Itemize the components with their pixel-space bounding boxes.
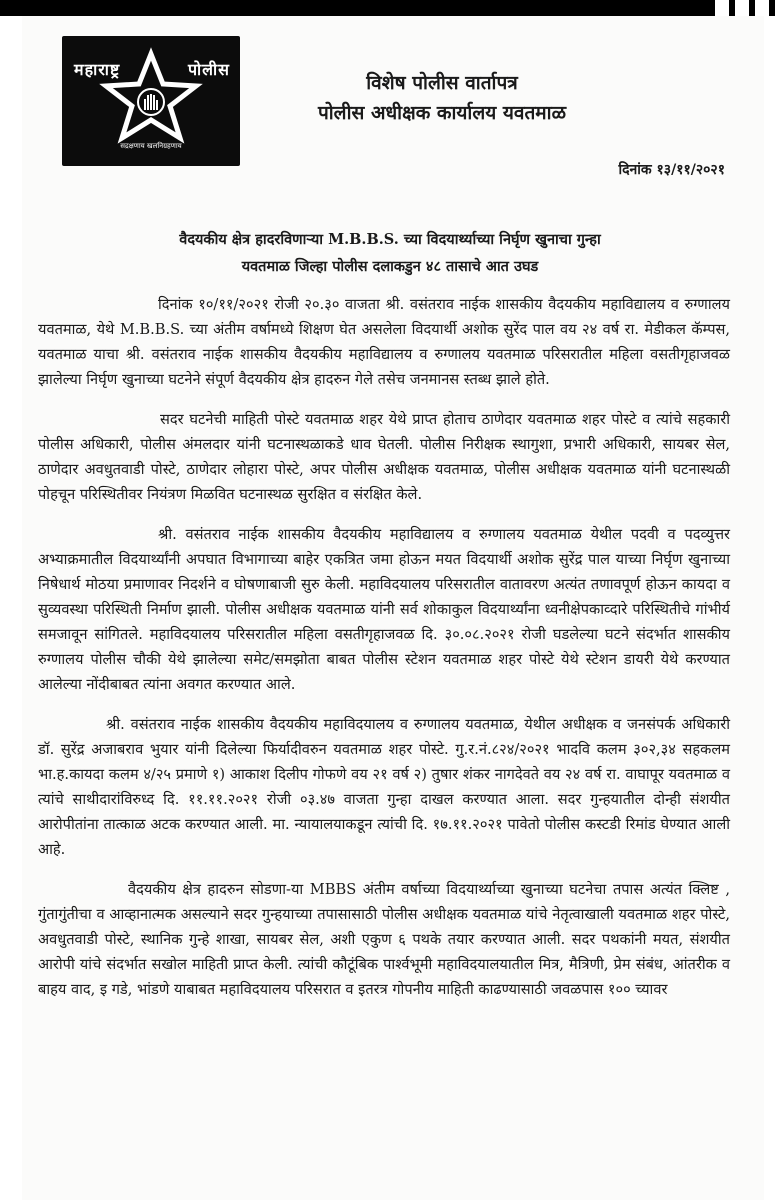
logo-text-left: महाराष्ट्र	[74, 60, 121, 79]
subject-line-1: वैदयकीय क्षेत्र हादरविणाऱ्या M.B.B.S. च्या विदयार्थ्याच्या निर्घृण खुनाचा गुन्हा	[179, 231, 601, 248]
logo-text-right: पोलीस	[187, 60, 230, 79]
status-stripes	[715, 0, 769, 16]
logo-motto: सद्रक्षणाय खलनिग्रहणाय	[120, 142, 182, 150]
paragraph-1: दिनांक १०/११/२०२१ रोजी २०.३० वाजता श्री. वसंतराव नाईक शासकीय वैदयकीय महाविद्यालय व रुग्णालय यवतमाळ, येथे M.B.B.S. च्या अंतीम वर्षामध्ये शिक्षण घेत असलेला विदयार्थी अशोक सुरेंद पाल वय २४ वर्ष रा. मेडीकल कॅम्पस, यवतमाळ याचा श्री. वसंतराव नाईक शासकीय वैदयकीय महाविद्यालय व रुग्णालय यवतमाळ परिसरातील महिला वसतीगृहाजवळ झालेल्या निर्घृण खुनाच्या घटनेने संपूर्ण वैदयकीय क्षेत्र हादरुन गेले तसेच जनमानस स्तब्ध झाले होते.	[38, 296, 730, 388]
paragraph-2: सदर घटनेची माहिती पोस्टे यवतमाळ शहर येथे प्राप्त होताच ठाणेदार यवतमाळ शहर पोस्टे व त्यांचे सहकारी पोलीस अधिकारी, पोलीस अंमलदार यांनी घटनास्थळाकडे धाव घेतली. पोलीस निरीक्षक स्थागुशा, प्रभारी अधिकारी, सायबर सेल, ठाणेदार अवधुतवाडी पोस्टे, ठाणेदार लोहारा पोस्टे, अपर पोलीस अधीक्षक यवतमाळ, पोलीस अधीक्षक यवतमाळ यांनी घटनास्थळी पोहचून परिस्थितीवर नियंत्रण मिळवित घटनास्थळ सुरक्षित व संरक्षित केले.	[38, 411, 730, 503]
subject	[110, 226, 670, 280]
paragraph-3: श्री. वसंतराव नाईक शासकीय वैदयकीय महाविद्यालय व रुग्णालय यवतमाळ येथील पदवी व पदव्युत्तर अभ्याक्रमातील विदयार्थ्यांनी अपघात विभागाच्या बाहेर एकत्रित जमा होऊन मयत विदयार्थी अशोक सुरेंद्र पाल याच्या निर्घृण खुनाच्या निषेधार्थ मोठया प्रमाणावर निदर्शने व घोषणाबाजी सुरु केली. महाविदयालय परिसरातील वातावरण अत्यंत तणावपूर्ण होऊन कायदा व सुव्यवस्था परिस्थिती निर्माण झाली. पोलीस अधीक्षक यवतमाळ यांनी सर्व शोकाकुल विदयार्थ्यांना ध्वनीक्षेपकाव्दारे परिस्थितीचे गांभीर्य समजावून सांगितले. महाविदयालय परिसरातील महिला वसतीगृहाजवळ दि. ३०.०८.२०२१ रोजी घडलेल्या घटने संदर्भात शासकीय रुग्णालय पोलीस चौकी येथे झालेल्या समेट/समझोता बाबत पोलीस स्टेशन यवतमाळ शहर पोस्टे येथे स्टेशन डायरी येथे करण्यात आलेल्या नोंदीबाबत त्यांना अवगत करण्यात आले.	[38, 526, 730, 693]
letterhead-title: विशेष पोलीस वार्तापत्र	[366, 72, 518, 94]
paragraph-4: श्री. वसंतराव नाईक शासकीय वैदयकीय महाविदयालय व रुग्णालय यवतमाळ, येथील अधीक्षक व जनसंपर्क अधिकारी डॉ. सुरेंद्र अजाबराव भुयार यांनी दिलेल्या फिर्यादीवरुन यवतमाळ शहर पोस्टे. गु.र.नं.८२४/२०२१ भादवि कलम ३०२,३४ सहकलम भा.ह.कायदा कलम ४/२५ प्रमाणे १) आकाश दिलीप गोफणे वय २१ वर्ष २) तुषार शंकर नागदेवते वय २४ वर्ष रा. वाघापूर यवतमाळ व त्यांचे साथीदारांविरुध्द दि. ११.११.२०२१ रोजी ०३.४७ वाजता गुन्हा दाखल करण्यात आला. सदर गुन्हयातील दोन्ही संशयीत आरोपीतांना तात्काळ अटक करण्यात आली. मा. न्यायालयाकडून त्यांची दि. १७.११.२०२१ पावेतो पोलीस कस्टडी रिमांड घेण्यात आली आहे.	[38, 716, 730, 858]
letterhead-office: पोलीस अधीक्षक कार्यालय यवतमाळ	[317, 102, 567, 124]
document-date: दिनांक १३/११/२०२१	[618, 162, 725, 178]
subject-line-2: यवतमाळ जिल्हा पोलीस दलाकडुन ४८ तासाचे आत उघड	[241, 258, 539, 275]
top-bar	[0, 0, 775, 16]
document-body	[38, 292, 730, 1017]
letterhead-heading	[292, 68, 592, 128]
paragraph-5: वैदयकीय क्षेत्र हादरुन सोडणा-या MBBS अंतीम वर्षाच्या विदयार्थ्याच्या खुनाच्या घटनेचा तपास अत्यंत क्लिष्ट , गुंतागुंतीचा व आव्हानात्मक असल्याने सदर गुन्हयाच्या तपासासाठी पोलीस अधीक्षक यवतमाळ यांचे नेतृत्वाखाली यवतमाळ शहर पोस्टे, अवधुतवाडी पोस्टे, स्थानिक गुन्हे शाखा, सायबर सेल, अशी एकुण ६ पथके तयार करण्यात आली. सदर पथकांनी मयत, संशयीत आरोपी यांचे संदर्भात सखोल माहिती प्राप्त केली. त्यांची कौटूंबिक पार्श्वभूमी महाविदयालयातील मित्र, मैत्रिणी, प्रेम संबंध, आंतरीक व बाहय वाद, इ गडे, भांडणे याबाबत महाविदयालय परिसरात व इतरत्र गोपनीय माहिती काढण्यासाठी जवळपास १०० च्यावर	[38, 881, 730, 998]
police-logo	[62, 36, 240, 166]
